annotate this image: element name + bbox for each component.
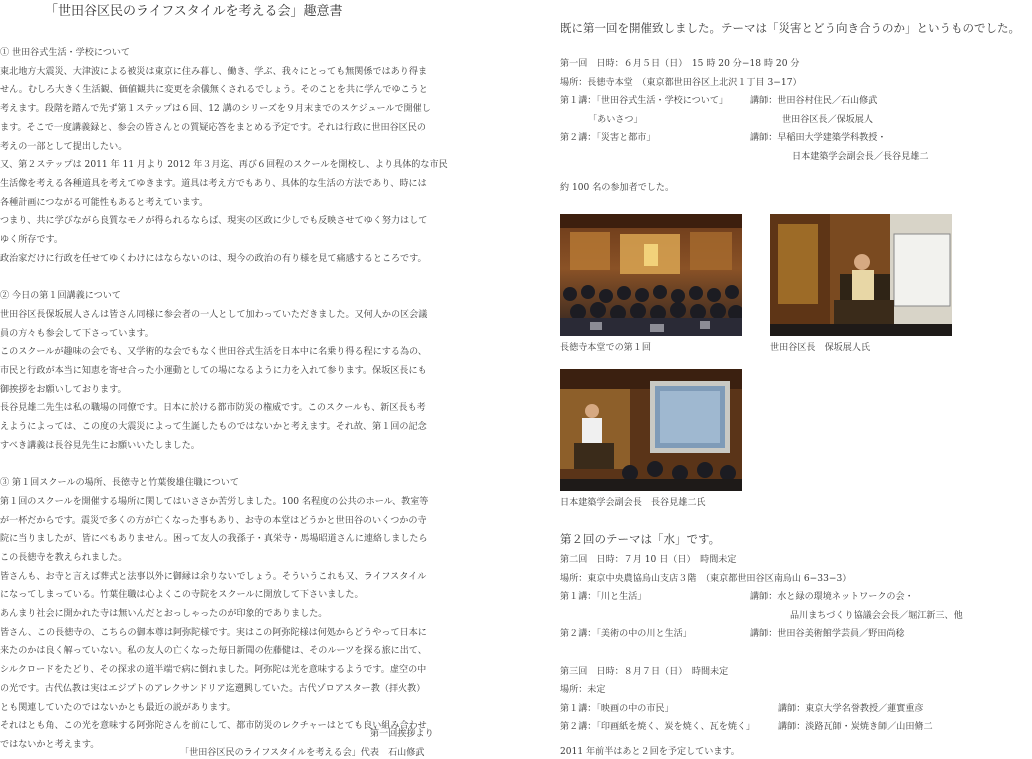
session-3-date: 第三回 日時：８月７日（日） 時間未定 [560, 666, 729, 677]
body-line: せん。むしろ大きく生活観、価値観共に変更を余儀無くされるでしょう。そのことを共に学んでゆこうと [0, 85, 428, 96]
session-1-lecture-1: 第１講：「世田谷式生活・学校について」 講師：世田谷村住民／石山修武 [560, 96, 878, 107]
left-page [0, 0, 500, 759]
body-line: 皆さん、この長徳寺の、こちらの御本尊は阿弥陀様です。実はこの阿弥陀様は何処からどうやって日本に [0, 627, 427, 638]
body-line: このスクールが趣味の会でも、又学術的な会でもなく世田谷式生活を日本中に名乗り得る程にする為の、 [0, 347, 427, 358]
body-line: 来たのかは良く解っていない。私の友人の亡くなった毎日新聞の佐藤健は、そのルーツを探る旅に出て、 [0, 646, 427, 657]
signature-source: 第一回挨拶より [370, 729, 434, 739]
session-2-lecture-1-speaker-cont: 品川まちづくり協議会会長／堀江新三、他 [790, 610, 963, 621]
body-line: 員の方々も参会して下さっています。 [0, 328, 154, 339]
body-line: 考えます。段階を踏んで先ず第１ステップは６回、12 講のシリーズを９月末までのスケジュールで開催し [0, 104, 431, 115]
sessions-2-3-schedule [560, 551, 1032, 737]
body-line: ではないかと考えます。 [0, 739, 100, 750]
photo-ward-mayor-caption: 世田谷区長 保坂展人氏 [770, 343, 871, 353]
theme-2-heading: 第２回のテーマは「水」です。 [560, 532, 721, 546]
body-line: それはとも角、この光を意味する阿弥陀さんを前にして、都市防災のレクチャーはとても良い組み合わせ [0, 721, 427, 732]
body-line: あんまり社会に開かれた寺は無いんだとおっしゃったのが印象的でありました。 [0, 609, 328, 620]
body-line: 生活像を考える各種道具を考えてゆきます。道具は考え方でもあり、具体的な生活の方法であり、時には [0, 178, 427, 189]
body-line: 政治家だけに行政を任せてゆくわけにはならないのは、現今の政治の有り様を見て痛感するところです。 [0, 253, 427, 264]
session-1-greeting: 「あいさつ」 世田谷区長／保坂展人 [588, 114, 873, 125]
body-line: の光です。古代仏教は実はエジプトのアレクサンドリア迄遡興していた。古代ゾロアスター教（拝火教） [0, 683, 426, 694]
photo-temple-hall-caption: 長徳寺本堂での第１回 [560, 343, 651, 353]
body-line: ① 世田谷式生活・学校について [0, 48, 131, 58]
body-line: ② 今日の第１回講義について [0, 291, 121, 302]
body-line: すべき講義は長谷見先生にお願いいたしました。 [0, 440, 200, 451]
photo-lecturer [560, 369, 742, 491]
session-2-lecture-1: 第１講：「川と生活」 講師：水と緑の環境ネットワークの会・ [560, 592, 914, 603]
attendee-count: 約 100 名の参加者でした。 [560, 183, 675, 193]
body-line: 考えの一部として提出したい。 [0, 141, 128, 152]
photo-temple-hall [560, 214, 742, 336]
session-3-place: 場所：未定 [560, 685, 606, 696]
lead-sentence: 既に第一回を開催致しました。テーマは「災害とどう向き合うのか」というものでした。 [560, 21, 1020, 35]
body-line: とも関連していたのではないかとも最近の説があります。 [0, 702, 236, 713]
document-title: 「世田谷区民のライフスタイルを考える会」趣意書 [45, 4, 343, 19]
body-line: この長徳寺を教えられました。 [0, 552, 128, 563]
body-line: シルクロードをたどり、その探求の道半端で病に倒れました。阿弥陀は光を意味するようです。虚空の中 [0, 665, 427, 676]
body-line: 世田谷区長保坂展人さんは皆さん同様に参会者の一人として加わっていただきました。又何人かの区会議 [0, 309, 428, 320]
right-page [556, 0, 1032, 759]
body-line: 各種計画につながる可能性もあると考えています。 [0, 197, 209, 208]
body-line: えようによっては、この度の大震災によって生誕したものではないかと考えます。それ故、第１回の記念 [0, 422, 427, 433]
body-line: 第１回のスクールを開催する場所に関してはいささか苦労しました。100 名程度の公共のホール、教室等 [0, 496, 429, 507]
signature-author: 「世田谷区民のライフスタイルを考える会」代表 石山修武 [180, 748, 425, 758]
body-line: 長谷見雄二先生は私の職場の同僚です。日本に於ける都市防災の権威です。このスクールも、新区長も考 [0, 403, 426, 414]
body-line: ゆく所存です。 [0, 235, 63, 246]
body-line: 御挨拶をお願いしております。 [0, 384, 127, 395]
session-1-date: 第一回 日時：６月５日（日） 15 時 20 分−18 時 20 分 [560, 59, 800, 69]
body-line: 院に当りましたが、皆にべもありません。困って友人の我孫子・真栄寺・馬場昭道さんに連絡しましたら [0, 534, 428, 545]
body-line: ③ 第１回スクールの場所、長徳寺と竹葉俊雄住職について [0, 478, 239, 489]
body-line: 皆さんも、お寺と言えば葬式と法事以外に御縁は余りないでしょう。そういうこれも又、ライフスタイル [0, 571, 427, 582]
paragraph-gap [0, 268, 480, 287]
body-text [0, 44, 480, 755]
photo-ward-mayor [770, 214, 952, 336]
spacer [560, 644, 1032, 663]
body-line: つまり、共に学びながら良質なモノが得られるならば、現実の区政に少しでも反映させてゆく努力はして [0, 216, 428, 227]
session-3-lecture-2: 第２講：「印画紙を焼く、炭を焼く、瓦を焼く」 講師：淡路瓦師・炭焼き師／山田脩二 [560, 722, 933, 733]
body-line: ます。そこで一度講義録と、参会の皆さんとの質疑応答をまとめる予定です。それは行政に世田谷区民の [0, 122, 426, 133]
paragraph-gap [0, 455, 480, 474]
photo-lecturer-caption: 日本建築学会副会長 長谷見雄二氏 [560, 498, 706, 508]
session-1-place: 場所：長徳寺本堂 （東京都世田谷区上北沢１丁目 3−17） [560, 77, 802, 88]
session-1-lecture-2-speaker-cont: 日本建築学会副会長／長谷見雄二 [792, 151, 929, 162]
session-2-place: 場所：東京中央農協烏山支店３階 （東京都世田谷区南烏山 6−33−3） [560, 573, 852, 584]
session-1-lecture-2: 第２講：「災害と都市」 講師：早稲田大学建築学科教授・ [560, 133, 887, 144]
body-line: 又、第２ステップは 2011 年 11 月より 2012 年３月迄、再び６回程のスクールを開校し、より具体的な市民 [0, 160, 448, 171]
footer-note: 2011 年前半はあと２回を予定しています。 [560, 747, 740, 757]
session-2-lecture-2: 第２講：「美術の中の川と生活」 講師：世田谷美術館学芸員／野田尚稔 [560, 629, 905, 640]
session-3-lecture-1: 第１講：「映画の中の市民」 講師：東京大学名誉教授／蓮實重彦 [560, 703, 924, 714]
body-line: が一杯だからです。震災で多くの方が亡くなった事もあり、お寺の本堂はどうかと世田谷のいくつかの寺 [0, 515, 427, 526]
session-2-date: 第二回 日時：７月 10 日（日） 時間未定 [560, 555, 737, 565]
body-line: 市民と行政が本当に知恵を寄せ合った小運動としての場になるように力を入れて参ります。保坂区長にも [0, 365, 427, 376]
body-line: 東北地方大震災、大津波による被災は東京に住み暮し、働き、学ぶ、我々にとっても無関係ではあり得ま [0, 66, 428, 77]
session-1-schedule [560, 55, 1030, 167]
body-line: になってしまっている。竹葉住職は心よくこの寺院をスクールに開放して下さいました。 [0, 590, 364, 601]
